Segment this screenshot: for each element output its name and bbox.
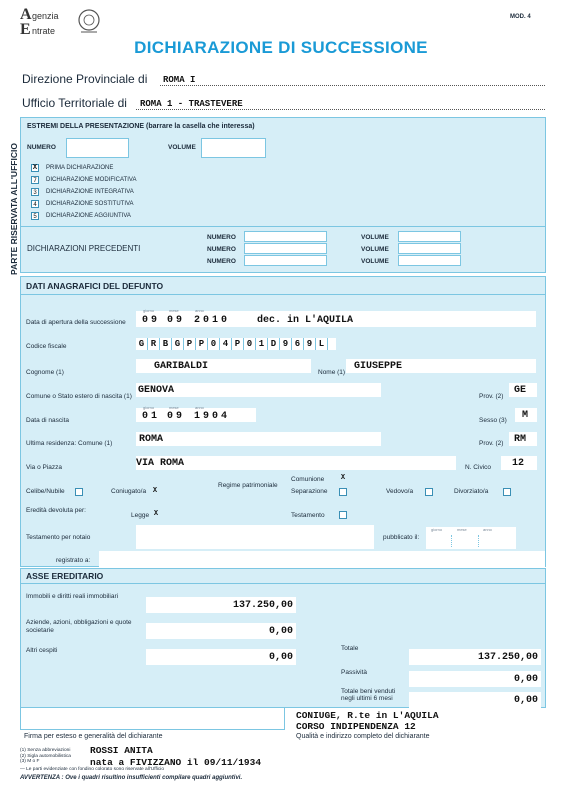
residenza-field[interactable] <box>136 432 381 446</box>
footnotes <box>20 748 100 765</box>
cf-char-cell: 0 <box>208 338 220 350</box>
cf-char-cell: P <box>196 338 208 350</box>
altri-field[interactable] <box>146 649 296 665</box>
celibe-label: Celibe/Nubile <box>26 488 65 495</box>
prec-numero-input-3[interactable] <box>244 255 327 266</box>
comune-nascita-label: Comune o Stato estero di nascita (1) <box>26 393 132 400</box>
pubblicato-label: pubblicato il: <box>383 534 420 541</box>
cf-field[interactable] <box>136 338 336 350</box>
cf-char-cell: G <box>172 338 184 350</box>
nascita-month: 09 <box>167 411 186 422</box>
apertura-month: 09 <box>167 315 186 326</box>
comunione-label: Comunione <box>291 476 325 483</box>
aziende-label: Aziende, azioni, obbligazioni e quote societarie <box>26 619 132 634</box>
cf-label: Codice fiscale <box>26 343 67 350</box>
via-field[interactable] <box>136 456 456 470</box>
logo-letter-a: A <box>20 6 32 23</box>
numero-label: NUMERO <box>27 144 56 151</box>
comune-nascita-field[interactable] <box>136 383 381 397</box>
firma-area[interactable] <box>20 708 285 730</box>
apertura-day: 09 <box>142 315 161 326</box>
apertura-hint-day: giorno <box>143 308 155 313</box>
dichiarante-name: ROSSI ANITA <box>90 745 153 756</box>
cf-char-cell: P <box>232 338 244 350</box>
cognome-field[interactable] <box>136 359 311 373</box>
nascita-hint-year: anno <box>195 405 204 410</box>
prov-nascita-label: Prov. (2) <box>479 393 504 400</box>
totale-field[interactable] <box>409 649 541 665</box>
option-prima[interactable] <box>31 164 211 175</box>
asse-heading-rule <box>21 583 545 584</box>
direzione-value: ROMA I <box>163 75 196 85</box>
residenza-label: Ultima residenza: Comune (1) <box>26 440 113 447</box>
qualita-field[interactable] <box>292 710 546 732</box>
altri-label: Altri cespiti <box>26 647 58 654</box>
option-integrativa[interactable] <box>31 188 211 199</box>
notaio-label: Testamento per notaio <box>26 534 91 541</box>
prov-residenza-label: Prov. (2) <box>479 440 504 447</box>
direzione-field[interactable] <box>160 72 545 86</box>
cf-char-cell: 6 <box>292 338 304 350</box>
civico-value: 12 <box>512 458 525 469</box>
note-3: (3) M o F <box>20 759 40 764</box>
pubblicato-hint-year: anno <box>483 527 492 532</box>
sesso-field[interactable] <box>515 408 537 422</box>
residenza-value: ROMA <box>139 434 164 445</box>
cf-char-cell: P <box>184 338 196 350</box>
cf-char-cell: 9 <box>304 338 316 350</box>
option-label: DICHIARAZIONE MODIFICATIVA <box>46 177 137 183</box>
apertura-hint-month: mese <box>169 308 179 313</box>
comune-nascita-value: GENOVA <box>138 385 175 396</box>
prec-volume-input-3[interactable] <box>398 255 461 266</box>
option-checkbox[interactable]: 4 <box>31 200 39 208</box>
eredita-label: Eredità devoluta per: <box>26 507 86 514</box>
cf-char-cell: 4 <box>220 338 232 350</box>
separazione-label: Separazione <box>291 488 328 495</box>
via-label: Via o Piazza <box>26 464 63 471</box>
firma-label: Firma per esteso e generalità del dichiarante <box>24 733 163 740</box>
prec-volume-label-1: VOLUME <box>361 234 389 241</box>
cf-char-cell: D <box>268 338 280 350</box>
volume-input[interactable] <box>201 138 266 158</box>
prec-numero-label-1: NUMERO <box>207 234 236 241</box>
ufficio-value: ROMA 1 - TRASTEVERE <box>140 99 243 109</box>
nome-label: Nome (1) <box>318 369 346 376</box>
sesso-value: M <box>522 410 529 421</box>
avvertenza: AVVERTENZA : Ove i quadri risultino insufficienti compilare quadri aggiuntivi. <box>20 775 243 781</box>
altri-value: 0,00 <box>268 652 293 663</box>
nascita-hint-month: mese <box>169 405 179 410</box>
notaio-field[interactable] <box>136 525 374 549</box>
direzione-label: Direzione Provinciale di <box>22 72 148 86</box>
venduti-field[interactable] <box>409 692 541 708</box>
immobili-value: 137.250,00 <box>232 600 293 611</box>
note-4: — Le parti evidenziate con fondino colorato sono riservate all'Ufficio <box>20 767 165 772</box>
asse-section <box>20 568 546 708</box>
cf-char-cell: 0 <box>244 338 256 350</box>
defunto-heading: DATI ANAGRAFICI DEL DEFUNTO <box>26 281 164 291</box>
passivita-value: 0,00 <box>513 674 538 685</box>
prec-numero-label-2: NUMERO <box>207 246 236 253</box>
dichiarante-birth: nata a FIVIZZANO il 09/11/1934 <box>90 757 262 768</box>
qualita-line1: CONIUGE, R.te in L'AQUILA <box>296 710 439 721</box>
nascita-hint-day: giorno <box>143 405 155 410</box>
totale-value: 137.250,00 <box>477 652 538 663</box>
logo-line1: genzia <box>32 11 59 21</box>
model-code: MOD. 4 <box>510 14 531 20</box>
venduti-value: 0,00 <box>513 695 538 706</box>
nome-field[interactable] <box>346 359 536 373</box>
option-aggiuntiva[interactable] <box>31 212 211 223</box>
nascita-year: 1904 <box>194 411 231 422</box>
prov-residenza-field[interactable] <box>509 432 537 446</box>
civico-label: N. Civico <box>465 464 492 471</box>
prov-nascita-value: GE <box>514 385 527 396</box>
nascita-label: Data di nascita <box>26 417 69 424</box>
legge-label: Legge <box>131 512 150 519</box>
vedovo-checkbox[interactable] <box>425 488 433 496</box>
cf-char-cell: G <box>136 338 148 350</box>
volume-label: VOLUME <box>168 144 196 151</box>
riservata-divider <box>21 226 545 227</box>
divorziato-checkbox[interactable] <box>503 488 511 496</box>
option-checkbox[interactable]: 3 <box>31 188 39 196</box>
qualita-line2: CORSO INDIPENDENZA 12 <box>296 721 416 732</box>
note-1: (1) Senza abbreviazioni <box>20 748 71 753</box>
testamento-label: Testamento <box>291 512 325 519</box>
numero-input[interactable] <box>66 138 129 158</box>
defunto-section <box>20 276 546 567</box>
nascita-day: 01 <box>142 411 161 422</box>
cf-char-cell: 9 <box>280 338 292 350</box>
ufficio-label: Ufficio Territoriale di <box>22 96 127 110</box>
option-modificativa[interactable] <box>31 176 211 187</box>
riservata-side-label: PARTE RISERVATA ALL'UFFICIO <box>9 143 19 275</box>
prec-volume-input-1[interactable] <box>398 231 461 242</box>
totale-label: Totale <box>341 645 359 652</box>
regime-label: Regime patrimoniale <box>218 482 278 489</box>
cf-char-cell: R <box>148 338 160 350</box>
ufficio-field[interactable] <box>136 96 545 110</box>
legge-checkbox[interactable]: X <box>153 510 159 518</box>
precedenti-label: DICHIARAZIONI PRECEDENTI <box>27 244 141 253</box>
apertura-label: Data di apertura della successione <box>26 319 126 326</box>
celibe-checkbox[interactable] <box>75 488 83 496</box>
option-label: PRIMA DICHIARAZIONE <box>46 165 114 171</box>
option-checkbox[interactable]: 7 <box>31 176 39 184</box>
logo-line2: ntrate <box>32 26 56 36</box>
sesso-label: Sesso (3) <box>479 417 507 424</box>
prov-residenza-value: RM <box>514 434 527 445</box>
testamento-checkbox[interactable] <box>339 511 347 519</box>
prec-numero-input-1[interactable] <box>244 231 327 242</box>
asse-heading: ASSE EREDITARIO <box>26 571 104 581</box>
option-label: DICHIARAZIONE SOSTITUTIVA <box>46 201 134 207</box>
apertura-hint-year: anno <box>195 308 204 313</box>
prec-numero-input-2[interactable] <box>244 243 327 254</box>
divorziato-label: Divorziato/a <box>454 488 489 495</box>
comunione-checkbox[interactable]: X <box>340 474 346 482</box>
logo-letter-e: E <box>20 21 31 38</box>
aziende-value: 0,00 <box>268 626 293 637</box>
option-label: DICHIARAZIONE INTEGRATIVA <box>46 189 134 195</box>
cf-char-cell: L <box>316 338 328 350</box>
cognome-value: GARIBALDI <box>154 361 209 372</box>
cf-char-cell: B <box>160 338 172 350</box>
registrato-field[interactable] <box>99 551 545 567</box>
option-sostitutiva[interactable] <box>31 200 211 211</box>
option-label: DICHIARAZIONE AGGIUNTIVA <box>46 213 131 219</box>
agency-logo <box>18 6 108 40</box>
separazione-checkbox[interactable] <box>339 488 347 496</box>
passivita-field[interactable] <box>409 671 541 687</box>
qualita-label: Qualità e indirizzo completo del dichiarante <box>296 733 430 740</box>
cognome-label: Cognome (1) <box>26 369 64 376</box>
prec-volume-input-2[interactable] <box>398 243 461 254</box>
registrato-label: registrato a: <box>56 557 91 564</box>
cf-char-cell: 1 <box>256 338 268 350</box>
venduti-label: Totale beni venduti negli ultimi 6 mesi <box>341 688 396 702</box>
coniugato-checkbox[interactable]: X <box>152 487 158 495</box>
option-checkbox[interactable]: 5 <box>31 212 39 220</box>
pubblicato-hint-month: mese <box>457 527 467 532</box>
prov-nascita-field[interactable] <box>509 383 537 397</box>
pub-divider-2 <box>478 535 479 547</box>
riservata-section <box>20 117 546 273</box>
via-value: VIA ROMA <box>136 458 185 469</box>
prec-numero-label-3: NUMERO <box>207 258 236 265</box>
civico-field[interactable] <box>501 456 537 470</box>
immobili-label: Immobili e diritti reali immobiliari <box>26 593 119 600</box>
coniugato-label: Coniugato/a <box>111 488 147 495</box>
apertura-year: 2010 <box>194 315 231 326</box>
defunto-heading-rule <box>21 294 545 295</box>
pub-divider-1 <box>451 535 452 547</box>
prec-volume-label-3: VOLUME <box>361 258 389 265</box>
passivita-label: Passività <box>341 669 368 676</box>
option-checkbox[interactable]: X <box>32 164 38 172</box>
apertura-extra: dec. in L'AQUILA <box>257 315 354 326</box>
immobili-field[interactable] <box>146 597 296 613</box>
page-title: DICHIARAZIONE DI SUCCESSIONE <box>134 38 428 57</box>
prec-volume-label-2: VOLUME <box>361 246 389 253</box>
note-2: (2) Sigla automobilistica <box>20 753 71 759</box>
pubblicato-hint-day: giorno <box>431 527 443 532</box>
emblem-icon <box>76 8 102 36</box>
nome-value: GIUSEPPE <box>354 361 403 372</box>
vedovo-label: Vedovo/a <box>386 488 414 495</box>
aziende-field[interactable] <box>146 623 296 639</box>
riservata-heading: ESTREMI DELLA PRESENTAZIONE (barrare la casella che interessa) <box>27 123 255 130</box>
